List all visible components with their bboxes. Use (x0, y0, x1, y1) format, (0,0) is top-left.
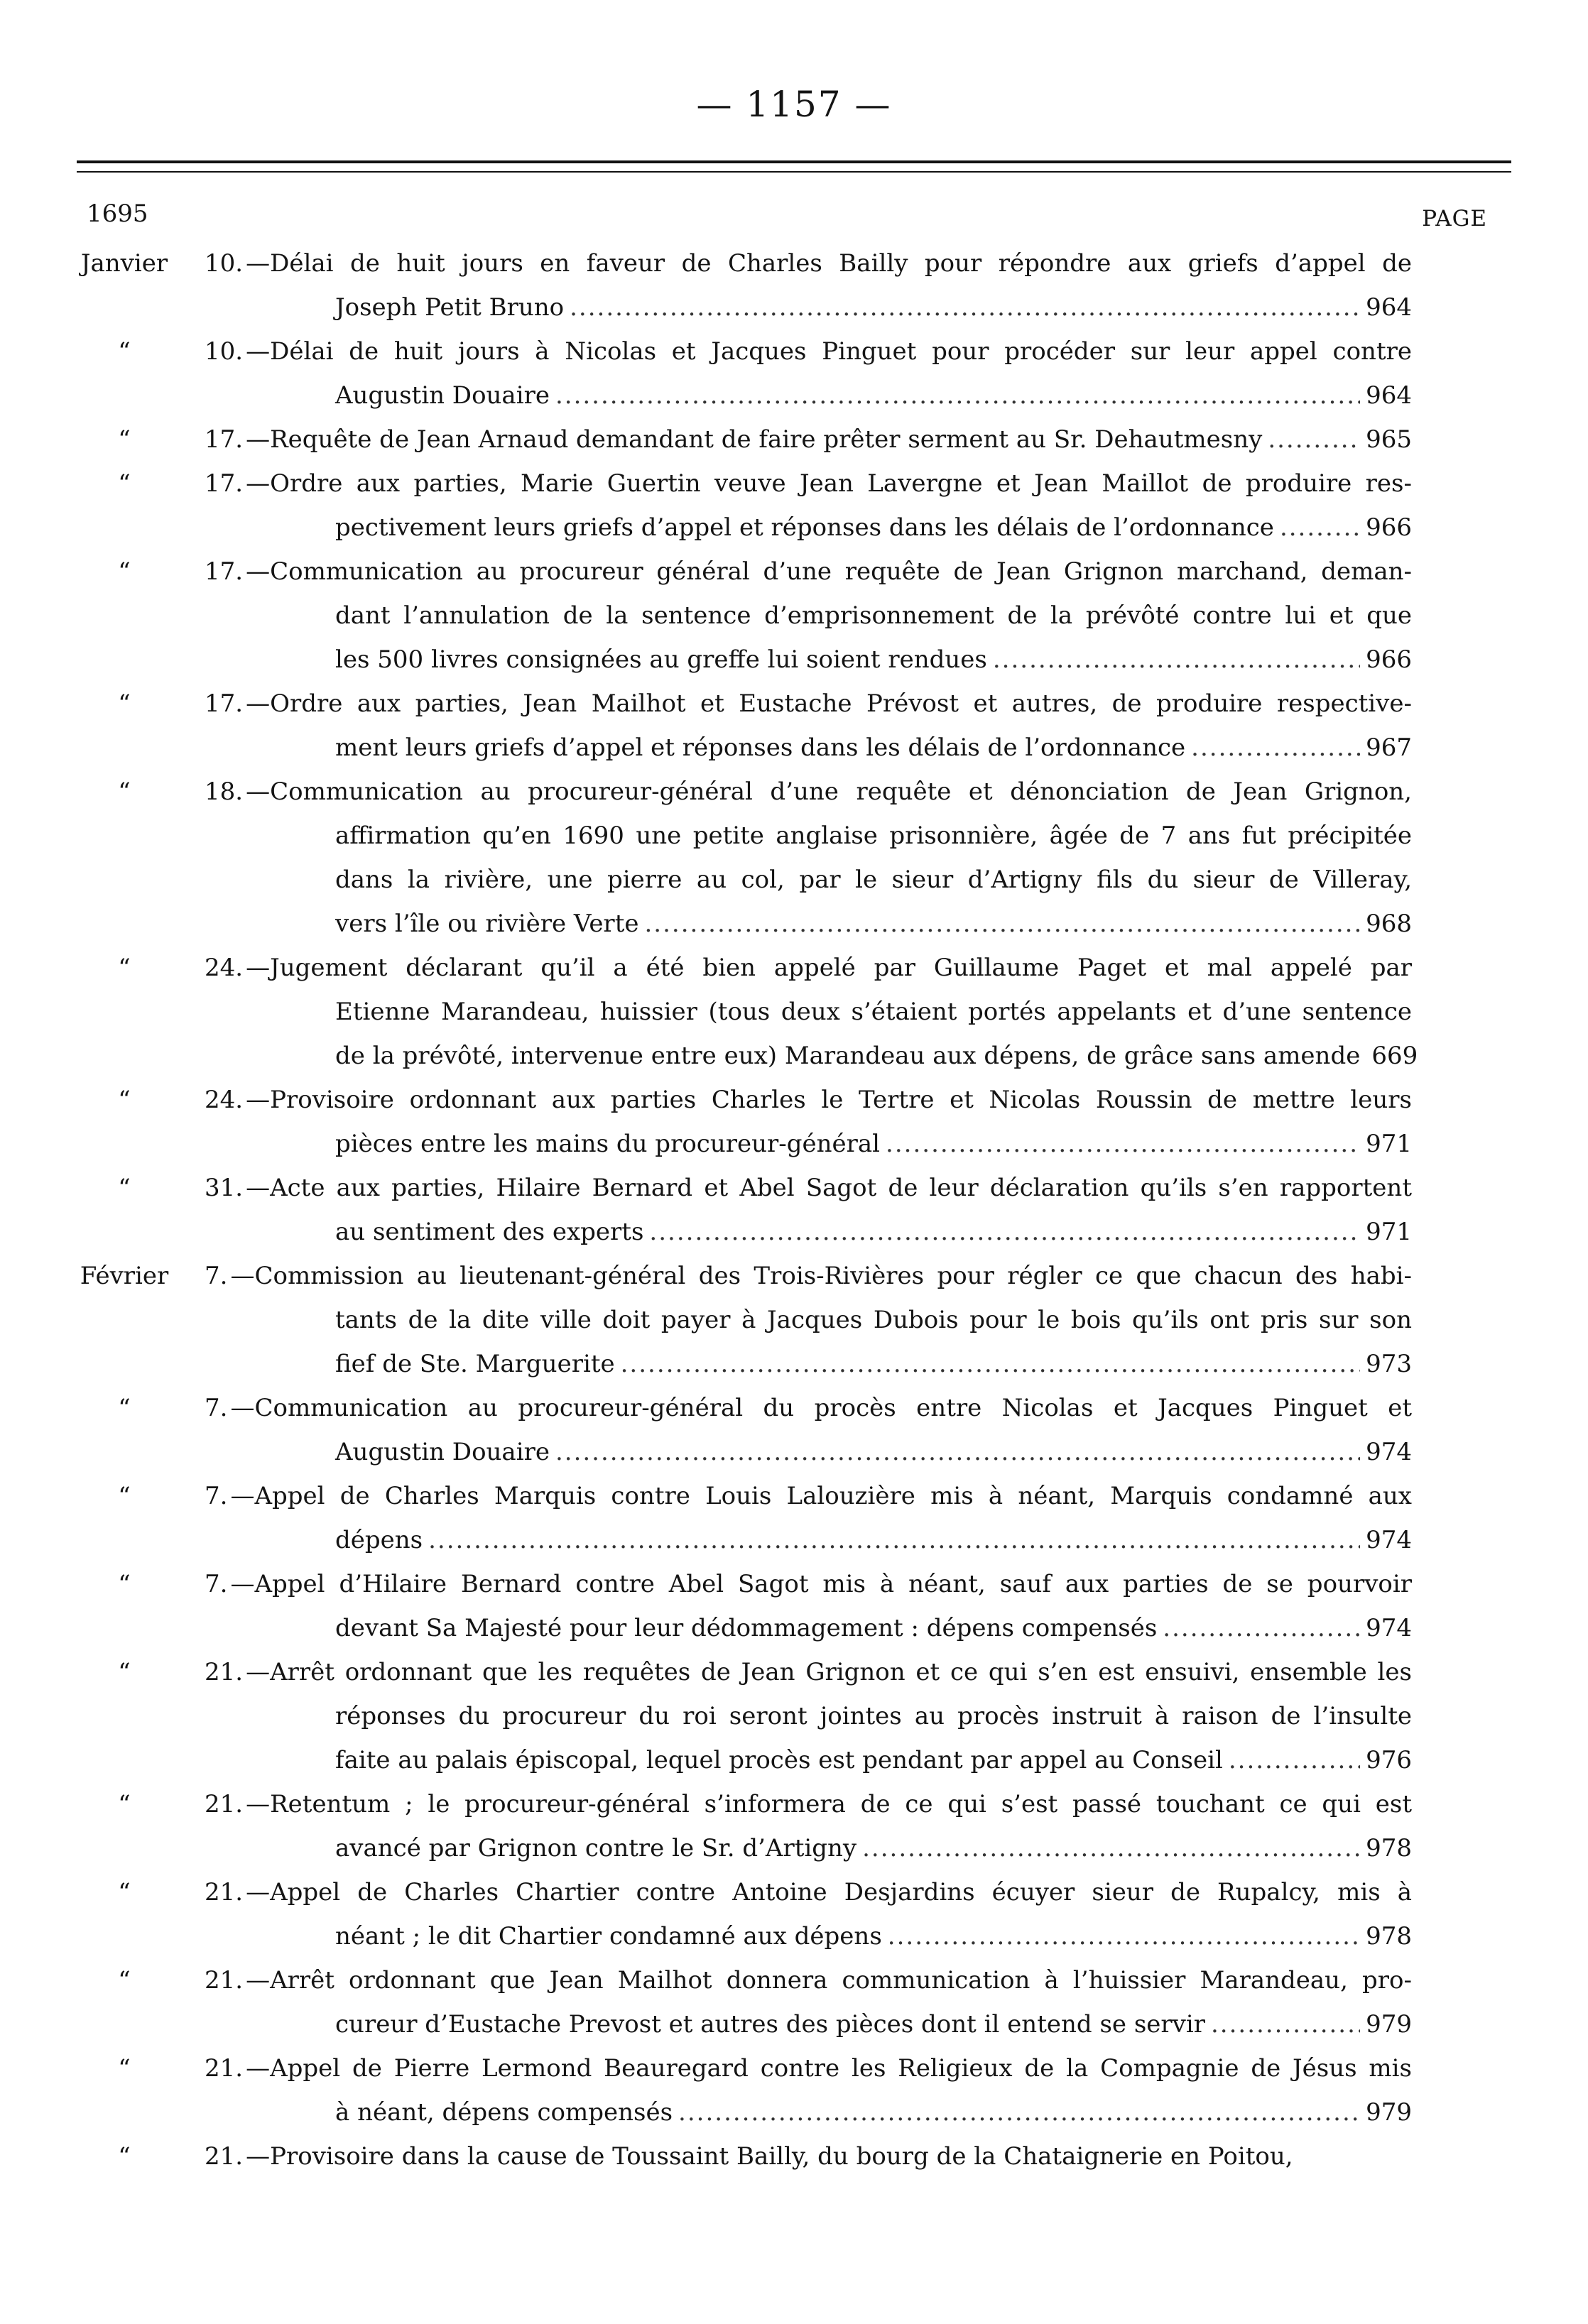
entry-text-line: avancé par Grignon contre le Sr. d’Artigny (335, 1834, 857, 1862)
entry-text-line: vers l’île ou rivière Verte (335, 910, 639, 938)
entry-text-line: de la prévôté, intervenue entre eux) Marandeau aux dépens, de grâce sans amende (335, 1042, 1361, 1070)
dot-leader (1191, 726, 1360, 770)
dot-leader (555, 373, 1360, 418)
index-entry (0, 946, 1588, 1078)
index-entry (0, 1386, 1588, 1474)
entry-text-line: cureur d’Eustache Prevost et autres des pièces dont il entend se servir (335, 2010, 1205, 2039)
entry-text-line: affirmation qu’en 1690 une petite anglaise prisonnière, âgée de 7 ans fut précipitée (335, 822, 1412, 850)
index-entry (0, 2046, 1588, 2134)
entry-body (205, 1166, 1412, 1254)
entry-month: “ (118, 425, 131, 454)
entry-month: “ (118, 1086, 131, 1114)
entry-body (205, 1650, 1412, 1782)
index-entry (0, 418, 1588, 462)
header-rule-thin (77, 171, 1511, 173)
index-entries (0, 241, 1588, 2178)
entry-text-line: Augustin Douaire (335, 1438, 550, 1466)
entry-page-ref: 669 (1371, 1042, 1418, 1070)
entry-body (205, 1870, 1412, 1958)
entry-body (205, 1474, 1412, 1562)
entry-body (205, 1078, 1412, 1166)
entry-page-ref: 974 (1366, 1614, 1412, 1642)
entry-text-line: —Arrêt ordonnant que les requêtes de Jean Grignon et ce qui s’en est ensuivi, ensemble les (246, 1658, 1412, 1686)
dot-leader (1229, 1738, 1360, 1782)
entry-day: 21. (205, 1790, 244, 1818)
entry-text-line: ment leurs griefs d’appel et réponses dans les délais de l’ordonnance (335, 733, 1186, 762)
year-heading: 1695 (87, 200, 148, 228)
index-entry (0, 1782, 1588, 1870)
entry-body (205, 2134, 1412, 2178)
entry-text-line: —Appel de Charles Marquis contre Louis Lalouzière mis à néant, Marquis condamné aux (230, 1482, 1412, 1510)
entry-day: 21. (205, 2054, 244, 2083)
entry-month: “ (118, 1966, 131, 1995)
entry-text-line: pectivement leurs griefs d’appel et réponses dans les délais de l’ordonnance (335, 513, 1274, 542)
entry-text-line: —Retentum ; le procureur-général s’informera de ce qui s’est passé touchant ce qui est (246, 1790, 1412, 1818)
entry-text-line: —Appel de Charles Chartier contre Antoine Desjardins écuyer sieur de Rupalcy, mis à (246, 1878, 1412, 1906)
entry-text-line: —Ordre aux parties, Jean Mailhot et Eustache Prévost et autres, de produire respective- (246, 689, 1412, 718)
entry-text-line: —Communication au procureur-général d’une requête et dénonciation de Jean Grignon, (246, 778, 1412, 806)
entry-text-line: Augustin Douaire (335, 381, 550, 410)
index-entry (0, 682, 1588, 770)
index-entry (0, 1166, 1588, 1254)
dot-leader (555, 1430, 1360, 1474)
entry-day: 17. (205, 557, 244, 586)
entry-text-line: —Requête de Jean Arnaud demandant de faire prêter serment au Sr. Dehautmesny (246, 425, 1263, 454)
page-column-label: PAGE (1422, 206, 1487, 231)
entry-text-line: —Commission au lieutenant-général des Trois-Rivières pour régler ce que chacun des habi- (230, 1262, 1412, 1290)
entry-text-line: dépens (335, 1526, 423, 1554)
entry-day: 17. (205, 469, 244, 498)
entry-month: “ (118, 469, 131, 498)
entry-month: “ (118, 2054, 131, 2083)
dot-leader (428, 1518, 1360, 1562)
entry-day: 7. (205, 1394, 228, 1422)
index-entry (0, 462, 1588, 550)
entry-text-line: néant ; le dit Chartier condamné aux dépens (335, 1922, 882, 1951)
index-entry (0, 1078, 1588, 1166)
entry-body (205, 418, 1412, 462)
entry-text-line: dant l’annulation de la sentence d’emprisonnement de la prévôté contre lui et que (335, 601, 1412, 630)
entry-text-line: —Communication au procureur-général du procès entre Nicolas et Jacques Pinguet et (230, 1394, 1412, 1422)
entry-month: “ (118, 1790, 131, 1818)
entry-text-line: tants de la dite ville doit payer à Jacques Dubois pour le bois qu’ils ont pris sur son (335, 1306, 1412, 1334)
entry-day: 21. (205, 1966, 244, 1995)
index-entry (0, 241, 1588, 329)
dot-leader (862, 1826, 1360, 1870)
dot-leader (1280, 506, 1360, 550)
index-entry (0, 550, 1588, 682)
entry-page-ref: 979 (1366, 2098, 1412, 2127)
dot-leader (678, 2090, 1360, 2134)
dot-leader (1211, 2002, 1360, 2046)
entry-day: 24. (205, 1086, 244, 1114)
entry-text-line: —Délai de huit jours en faveur de Charles Bailly pour répondre aux griefs d’appel de (246, 249, 1412, 278)
entry-page-ref: 976 (1366, 1746, 1412, 1774)
entry-text-line: —Jugement déclarant qu’il a été bien appelé par Guillaume Paget et mal appelé par (246, 954, 1412, 982)
entry-text-line: réponses du procureur du roi seront jointes au procès instruit à raison de l’insulte (335, 1702, 1412, 1730)
entry-day: 21. (205, 1878, 244, 1906)
entry-body (205, 1958, 1412, 2046)
entry-page-ref: 967 (1366, 733, 1412, 762)
entry-text-line: —Délai de huit jours à Nicolas et Jacques Pinguet pour procéder sur leur appel contre (246, 337, 1412, 366)
entry-body (205, 1254, 1412, 1386)
entry-day: 21. (205, 1658, 244, 1686)
dot-leader (886, 1122, 1360, 1166)
index-entry (0, 1562, 1588, 1650)
entry-body (205, 770, 1412, 946)
entry-body (205, 1386, 1412, 1474)
dot-leader (570, 285, 1360, 329)
entry-month: “ (118, 1570, 131, 1598)
entry-page-ref: 964 (1366, 381, 1412, 410)
entry-day: 10. (205, 249, 244, 278)
page-number: — 1157 — (696, 84, 892, 125)
entry-page-ref: 966 (1366, 513, 1412, 542)
index-entry (0, 770, 1588, 946)
dot-leader (1163, 1606, 1360, 1650)
entry-text-line: Joseph Petit Bruno (335, 293, 565, 322)
entry-text-line: pièces entre les mains du procureur-général (335, 1130, 881, 1158)
entry-body (205, 682, 1412, 770)
dot-leader (621, 1342, 1360, 1386)
entry-page-ref: 965 (1366, 425, 1412, 454)
entry-day: 21. (205, 2142, 244, 2171)
dot-leader (1268, 418, 1360, 462)
index-entry (0, 1650, 1588, 1782)
entry-text-line: devant Sa Majesté pour leur dédommagement : dépens compensés (335, 1614, 1158, 1642)
index-entry (0, 329, 1588, 418)
entry-day: 10. (205, 337, 244, 366)
entry-month: “ (118, 689, 131, 718)
entry-text-line: au sentiment des experts (335, 1218, 644, 1246)
entry-text-line: —Provisoire ordonnant aux parties Charles le Tertre et Nicolas Roussin de mettre leurs (246, 1086, 1412, 1114)
dot-leader (888, 1914, 1360, 1958)
entry-text-line: fief de Ste. Marguerite (335, 1350, 615, 1378)
entry-text-line: dans la rivière, une pierre au col, par le sieur d’Artigny fils du sieur de Villeray, (335, 866, 1412, 894)
entry-month: “ (118, 1174, 131, 1202)
entry-day: 7. (205, 1482, 228, 1510)
entry-body (205, 1562, 1412, 1650)
entry-page-ref: 973 (1366, 1350, 1412, 1378)
index-entry (0, 1254, 1588, 1386)
entry-month: “ (118, 337, 131, 366)
entry-page-ref: 971 (1366, 1130, 1412, 1158)
entry-page-ref: 968 (1366, 910, 1412, 938)
entry-page-ref: 971 (1366, 1218, 1412, 1246)
entry-month: “ (118, 1658, 131, 1686)
entry-month: “ (118, 1394, 131, 1422)
entry-body (205, 241, 1412, 329)
entry-text-line: les 500 livres consignées au greffe lui soient rendues (335, 645, 987, 674)
entry-page-ref: 974 (1366, 1526, 1412, 1554)
index-entry (0, 1474, 1588, 1562)
header-rule-thick (77, 160, 1511, 163)
entry-text-line: —Communication au procureur général d’une requête de Jean Grignon marchand, deman- (246, 557, 1412, 586)
entry-day: 17. (205, 425, 244, 454)
entry-page-ref: 966 (1366, 645, 1412, 674)
dot-leader (644, 902, 1360, 946)
entry-day: 17. (205, 689, 244, 718)
entry-body (205, 1782, 1412, 1870)
dot-leader (649, 1210, 1360, 1254)
index-entry (0, 1870, 1588, 1958)
entry-text-line: —Provisoire dans la cause de Toussaint Bailly, du bourg de la Chataignerie en Poitou, (246, 2142, 1293, 2171)
entry-text-line: —Ordre aux parties, Marie Guertin veuve Jean Lavergne et Jean Maillot de produire res- (246, 469, 1412, 498)
index-entry (0, 1958, 1588, 2046)
entry-month: “ (118, 2142, 131, 2171)
entry-body (205, 946, 1418, 1078)
entry-body (205, 550, 1412, 682)
entry-text-line: —Arrêt ordonnant que Jean Mailhot donnera communication à l’huissier Marandeau, pro- (246, 1966, 1412, 1995)
entry-month: Janvier (80, 249, 168, 278)
entry-page-ref: 978 (1366, 1922, 1412, 1951)
entry-text-line: —Acte aux parties, Hilaire Bernard et Abel Sagot de leur déclaration qu’ils s’en rapportent (246, 1174, 1412, 1202)
entry-page-ref: 979 (1366, 2010, 1412, 2039)
entry-body (205, 329, 1412, 418)
index-entry (0, 2134, 1588, 2178)
entry-page-ref: 974 (1366, 1438, 1412, 1466)
entry-month: Février (80, 1262, 169, 1290)
entry-text-line: à néant, dépens compensés (335, 2098, 673, 2127)
entry-text-line: —Appel de Pierre Lermond Beauregard contre les Religieux de la Compagnie de Jésus mis (246, 2054, 1412, 2083)
entry-month: “ (118, 557, 131, 586)
entry-day: 7. (205, 1262, 228, 1290)
entry-body (205, 2046, 1412, 2134)
entry-body (205, 462, 1412, 550)
entry-month: “ (118, 954, 131, 982)
entry-day: 18. (205, 778, 244, 806)
entry-month: “ (118, 1878, 131, 1906)
entry-month: “ (118, 778, 131, 806)
entry-day: 7. (205, 1570, 228, 1598)
entry-text-line: Etienne Marandeau, huissier (tous deux s’étaient portés appelants et d’une sentence (335, 998, 1412, 1026)
entry-text-line: —Appel d’Hilaire Bernard contre Abel Sagot mis à néant, sauf aux parties de se pourvoir (230, 1570, 1412, 1598)
dot-leader (993, 638, 1360, 682)
entry-month: “ (118, 1482, 131, 1510)
entry-page-ref: 978 (1366, 1834, 1412, 1862)
entry-day: 24. (205, 954, 244, 982)
entry-text-line: faite au palais épiscopal, lequel procès est pendant par appel au Conseil (335, 1746, 1223, 1774)
entry-day: 31. (205, 1174, 244, 1202)
entry-page-ref: 964 (1366, 293, 1412, 322)
